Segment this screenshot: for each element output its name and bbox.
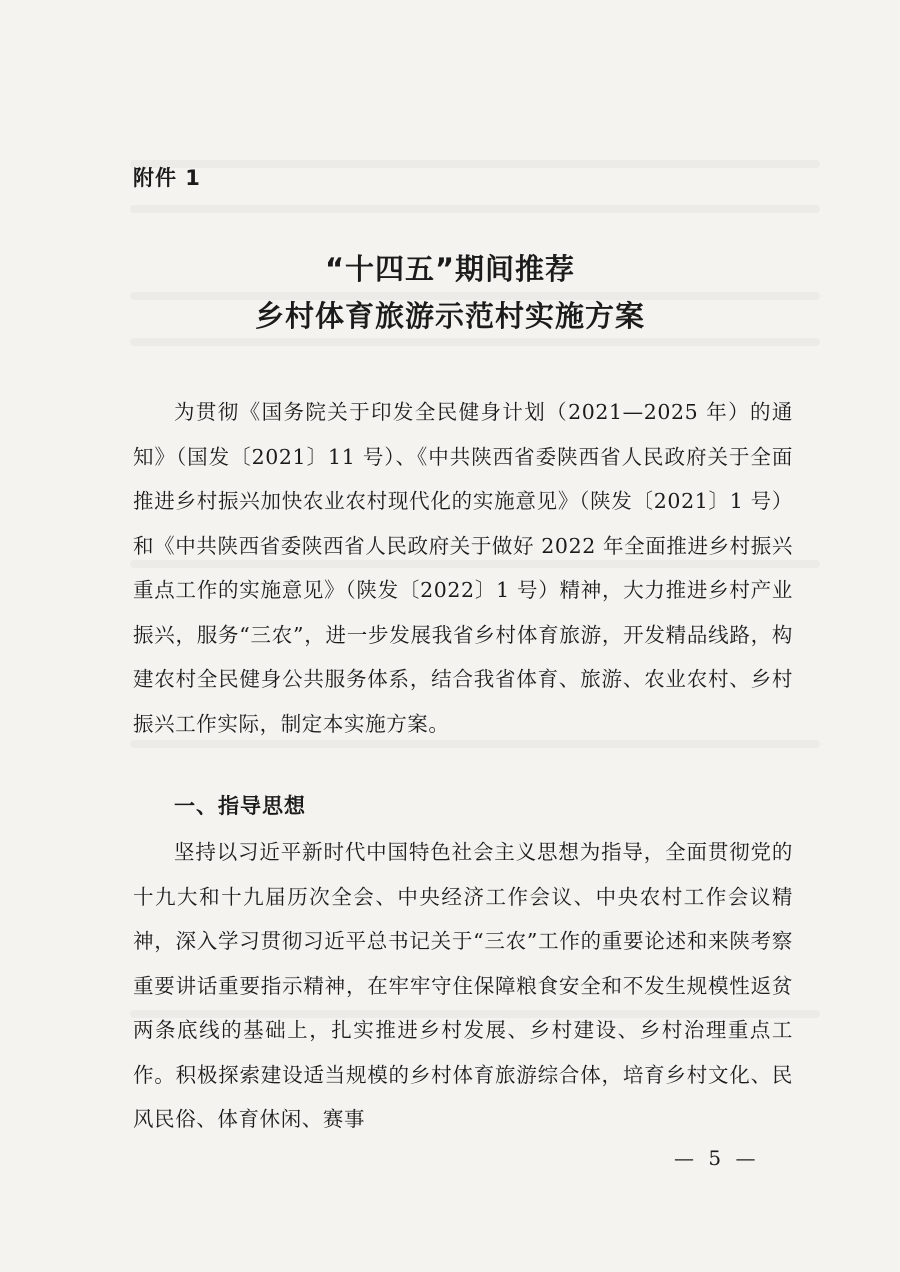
document-title-line-2: 乡村体育旅游示范村实施方案 xyxy=(254,299,645,333)
bleed-through-shadow xyxy=(130,160,820,168)
bleed-through-shadow xyxy=(130,338,820,346)
page-number: — 5 — xyxy=(674,1146,760,1170)
attachment-label: 附件 1 xyxy=(133,166,201,190)
section-heading: 一、指导思想 xyxy=(174,794,306,818)
intro-paragraph: 为贯彻《国务院关于印发全民健身计划（2021—2025 年）的通知》（国发〔2021〕11 号）、《中共陕西省委陕西省人民政府关于全面推进乡村振兴加快农业农村现代化的实施意见》（陕发〔2021〕1 号）和《中共陕西省委陕西省人民政府关于做好 2022 年全面推进乡村振兴重点工作的实施意见》（陕发〔2022〕1 号）精神，大力推进乡村产业振兴，服务“三农”，进一步发展我省乡村体育旅游，开发精品线路，构建农村全民健身公共服务体系，结合我省体育、旅游、农业农村、乡村振兴工作实际，制定本实施方案。 xyxy=(133,400,793,736)
document-title-line-1: “十四五”期间推荐 xyxy=(324,252,576,286)
guiding-paragraph: 坚持以习近平新时代中国特色社会主义思想为指导，全面贯彻党的十九大和十九届历次全会、中央经济工作会议、中央农村工作会议精神，深入学习贯彻习近平总书记关于“三农”工作的重要论述和来陕考察重要讲话重要指示精神，在牢牢守住保障粮食安全和不发生规模性返贫两条底线的基础上，扎实推进乡村发展、乡村建设、乡村治理重点工作。积极探索建设适当规模的乡村体育旅游综合体，培育乡村文化、民风民俗、体育休闲、赛事 xyxy=(133,840,793,1131)
bleed-through-shadow xyxy=(130,205,820,213)
